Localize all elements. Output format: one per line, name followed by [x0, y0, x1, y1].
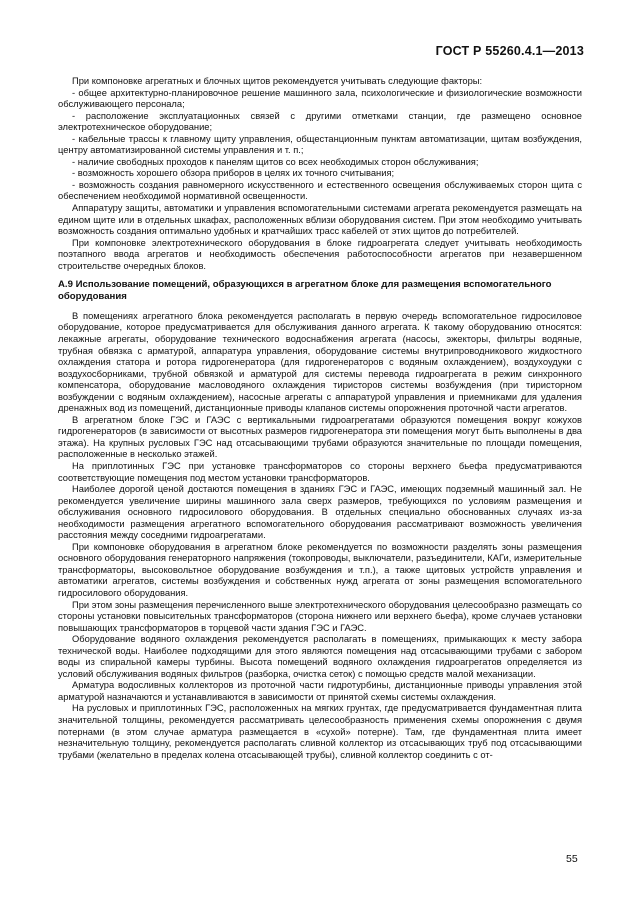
document-body	[58, 76, 582, 761]
body-paragraph: На русловых и приплотинных ГЭС, расположенных на мягких грунтах, где предусматривается фундаментная плита значительной толщины, рекомендуется рассматривать целесообразность применения схемы опорожнения с двумя потернами (в этом случае арматура размещается в «сухой» потерне). Там, где фундаментная плита имеет незначительную толщину, рекомендуется располагать сливной коллектор из отсасывающих труб под отсасывающими трубами (желательно в пределах колена отсасывающей трубы), сливной коллектор соединить с от-	[58, 703, 582, 760]
body-paragraph: При компоновке оборудования в агрегатном блоке рекомендуется по возможности разделять зоны размещения основного оборудования генераторного напряжения (токопроводы, выключатели, разъединители, КАГи, измерительные трансформаторы, высоковольтное оборудование возбуждения и т.п.), а также щитовых устройств управления и автоматики агрегатов, системы возбуждения и собственных нужд агрегата от зоны размещения вспомогательного гидросилового оборудования.	[58, 541, 582, 599]
factor-item: - возможность создания равномерного искусственного и естественного освещения обслуживаемых сторон щита с обеспечением необходимой нормативной освещенности.	[58, 179, 582, 202]
factor-item: - наличие свободных проходов к панелям щитов со всех необходимых сторон обслуживания;	[72, 156, 479, 167]
body-paragraph: При этом зоны размещения перечисленного выше электротехнического оборудования целесообразно размещать со стороны установки повысительных трансформаторов (сторона нижнего или верхнего бьефа), кроме случаев установки повышающих трансформаторов в торцевой части здания ГЭС и ГАЭС.	[58, 599, 582, 633]
factor-item: - возможность хорошего обзора приборов в целях их точного считывания;	[72, 168, 395, 179]
body-paragraph: Оборудование водяного охлаждения рекомендуется располагать в помещениях, примыкающих к месту забора технической воды. Наиболее подходящими для этого являются помещения над отсасывающими трубами с забором воды из спиральной камеры турбины. Высота помещений водяного охлаждения гидроагрегатов определяется из условий обслуживания водяных фильтров (разборка, очистка сеток) с помощью средств малой механизации.	[58, 634, 582, 679]
body-paragraph: На приплотинных ГЭС при установке трансформаторов со стороны верхнего бьефа предусматриваются соответствующие помещения под местом установки трансформаторов.	[58, 461, 582, 483]
factor-item: - кабельные трассы к главному щиту управления, общестанционным пунктам автоматизации, щитам возбуждения, центру автоматизированной системы управления и т. п.;	[58, 133, 582, 156]
factor-item: - расположение эксплуатационных связей с другими отметками станции, где размещено основное электротехническое оборудование;	[58, 110, 582, 133]
factor-item: - общее архитектурно-планировочное решение машинного зала, психологические и физиологические возможности обслуживающего персонала;	[58, 87, 582, 110]
section-heading: А.9 Использование помещений, образующихся в агрегатном блоке для размещения вспомогательного оборудования	[58, 279, 552, 303]
body-paragraph: В агрегатном блоке ГЭС и ГАЭС с вертикальными гидроагрегатами образуются помещения вокруг кожухов гидрогенераторов (в зависимости от высотных размеров гидрогенератора эти помещения могут быть выполнены в два этажа). На крупных русловых ГЭС над отсасывающими трубами образуются значительные по площади помещения, расположенные в несколько этажей.	[58, 414, 582, 460]
body-paragraph: При компоновке электротехнического оборудования в блоке гидроагрегата следует учитывать необходимость поэтапного ввода агрегатов и необходимость обеспечения работоспособности агрегатов при незавершенном строительстве очередных блоков.	[58, 237, 582, 271]
body-paragraph: Наиболее дорогой ценой достаются помещения в зданиях ГЭС и ГАЭС, имеющих подземный машинный зал. Не рекомендуется увеличение ширины машинного зала сверх размеров, требующихся по условиям размещения и обслуживания основного гидросилового оборудования. В отдельных специально обоснованных случаях из-за необходимости размещения агрегатного вспомогательного оборудования рассматривают возможность увеличения расстояния между соседними гидроагрегатами.	[58, 484, 582, 541]
intro-paragraph: При компоновке агрегатных и блочных щитов рекомендуется учитывать следующие факторы:	[72, 76, 483, 86]
body-paragraph: Арматура водосливных коллекторов из проточной части гидротурбины, дистанционные приводы управления этой арматурой назначаются и устанавливаются в зависимости от принятой схемы системы охлаждения.	[58, 680, 582, 702]
page-number: 55	[566, 853, 578, 865]
standard-header: ГОСТ Р 55260.4.1—2013	[435, 44, 584, 58]
body-paragraph: Аппаратуру защиты, автоматики и управления вспомогательными системами агрегата рекомендуется размещать на едином щите или в отдельных шкафах, расположенных вблизи оборудования систем. При этом необходимо учитывать возможность создания оптимально удобных и кратчайших трасс кабелей от этих щитов до потребителей.	[58, 203, 582, 237]
body-paragraph: В помещениях агрегатного блока рекомендуется располагать в первую очередь вспомогательное гидросиловое оборудование, которое предусматривается для обслуживания данного агрегата. К такому оборудованию относятся: лекажные агрегаты, оборудование технического водоснабжения агрегата (насосы, эжекторы, фильтры водяные, трубная обвязка с арматурой, аппаратура управления, оборудование системы внутрипроводникового жидкостного охлаждения статора и ротора гидрогенератора (для гидрогенераторов с водяным охлаждением), воздухоудуки с воздухосборниками, трубной обвязкой и арматурой для системы перевода гидроагрегата в режим синхронного компенсатора, оборудование масловодяного охлаждения тиристоров системы возбуждения (при тиристорном возбуждении с водяным охлаждением), насосные агрегаты с аппаратурой управления и приемниками для удаления дренажных вод из помещений, дистанционные приводы клапанов системы опорожнения проточной части агрегатов.	[58, 310, 582, 414]
